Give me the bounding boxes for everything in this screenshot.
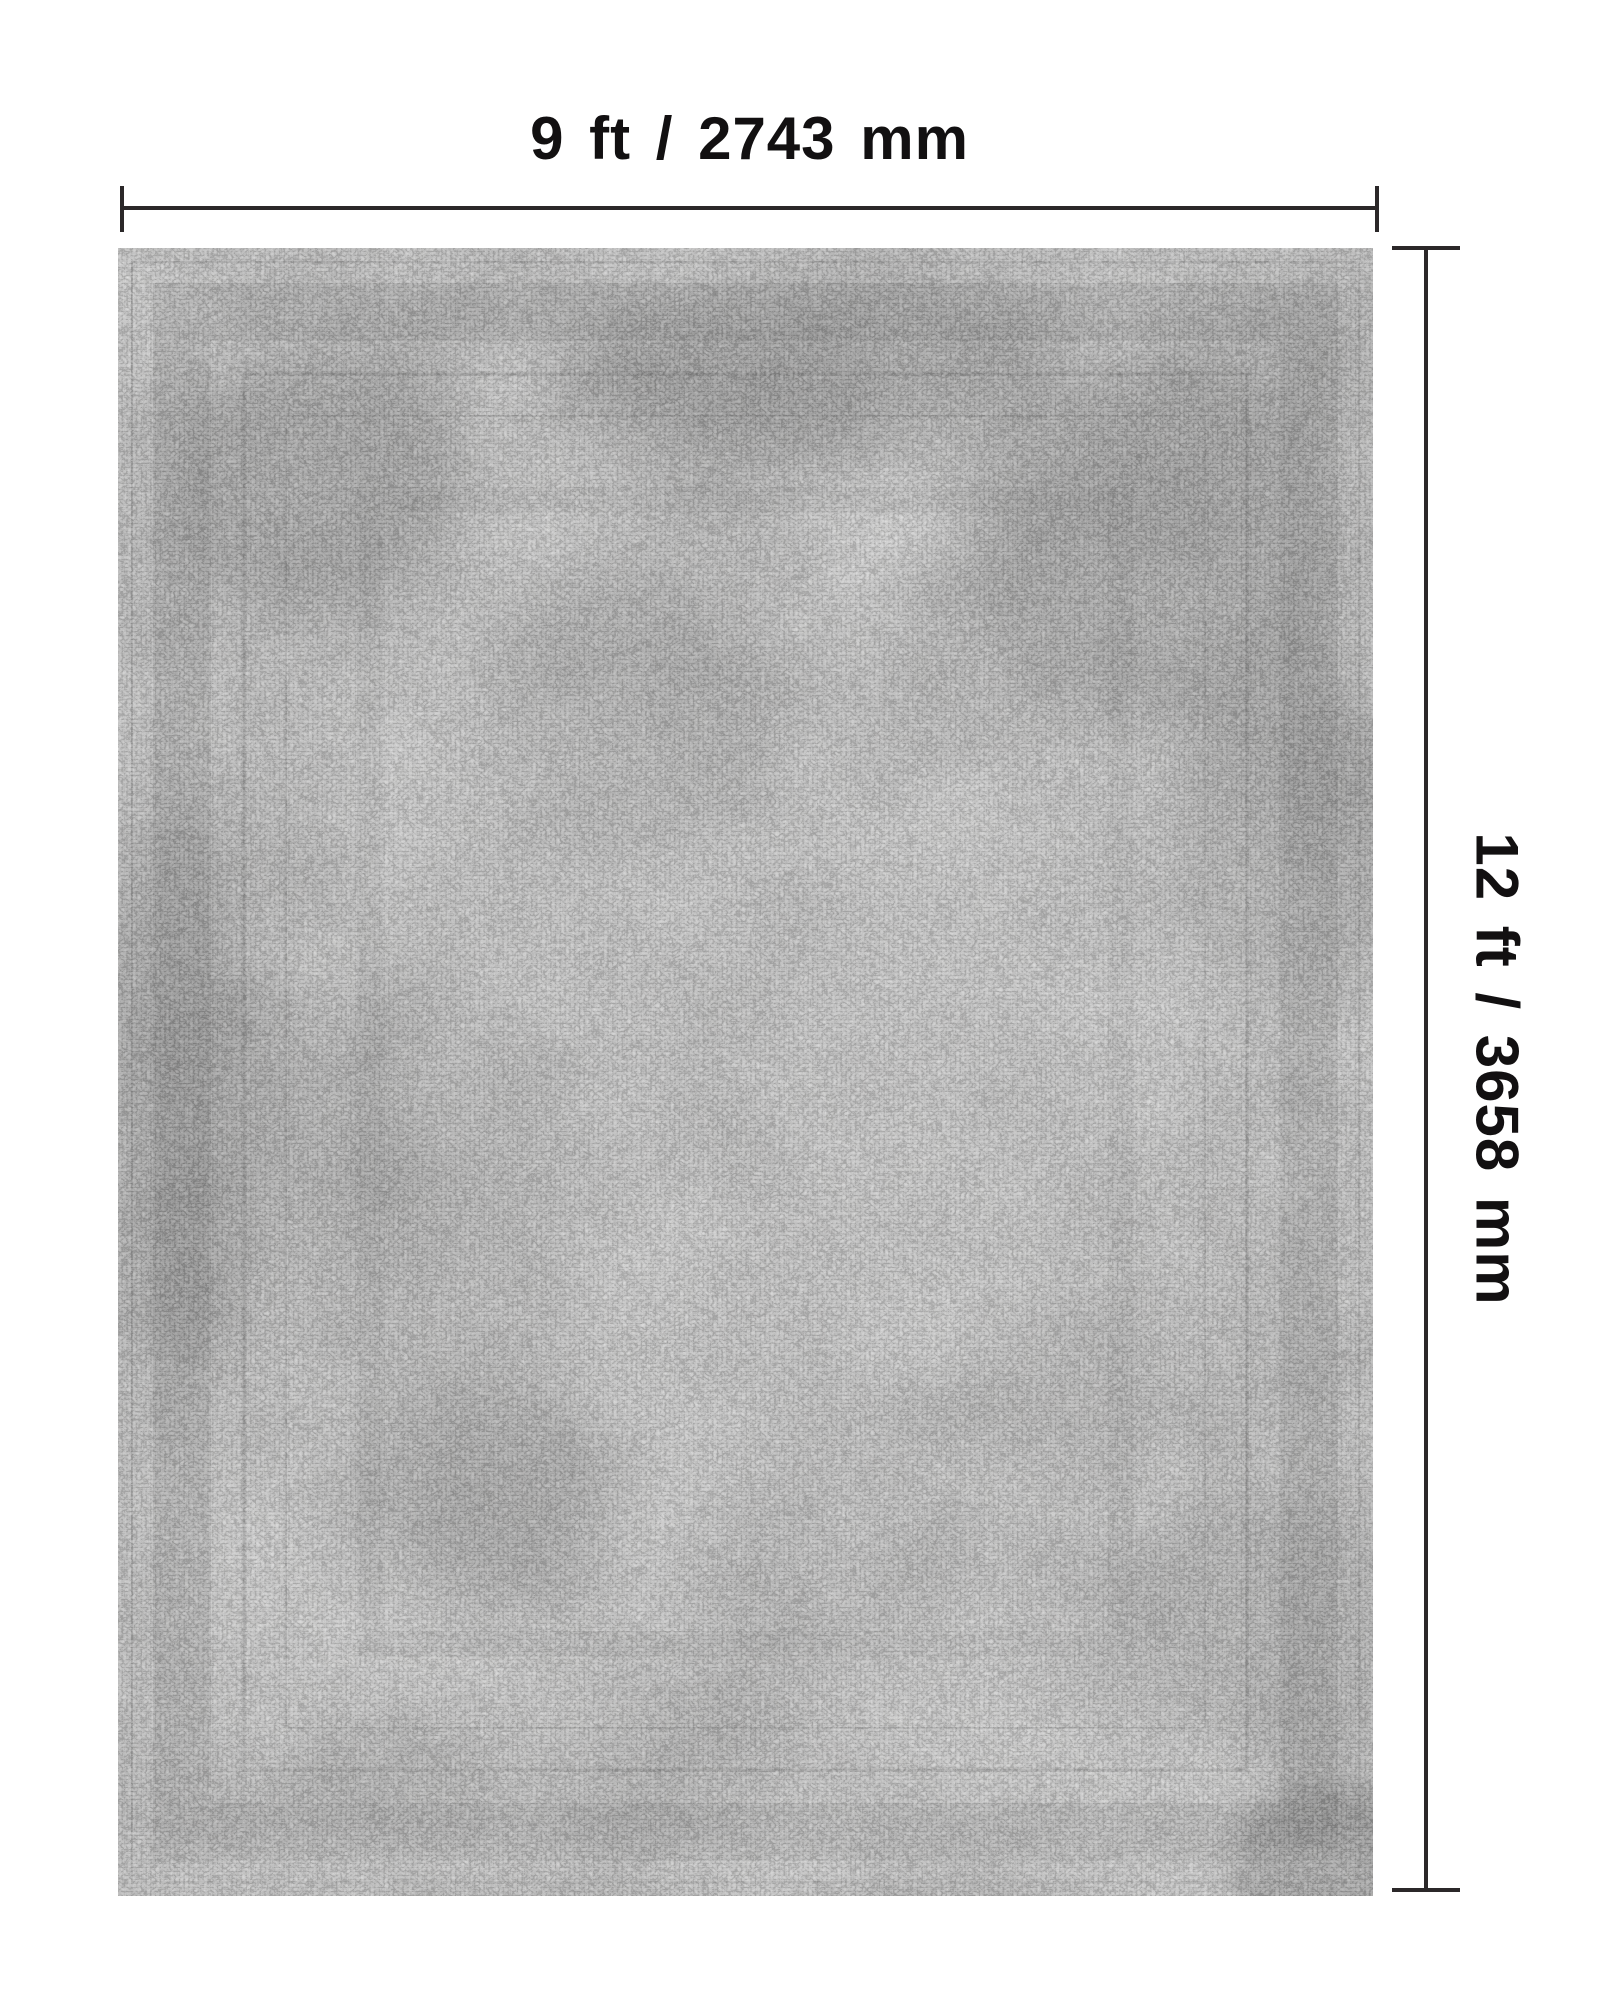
width-dimension-tick-left [120,186,124,232]
width-dimension-tick-right [1375,186,1379,232]
width-dimension-line [120,206,1379,210]
height-dimension-tick-top [1392,246,1460,250]
height-dimension-line [1424,246,1428,1892]
width-dimension-label: 9 ft / 2743 mm [530,105,969,172]
rug-image [118,248,1373,1896]
rug-texture [118,248,1373,1896]
height-dimension-label: 12 ft / 3658 mm [1463,832,1531,1306]
height-dimension-tick-bottom [1392,1888,1460,1892]
